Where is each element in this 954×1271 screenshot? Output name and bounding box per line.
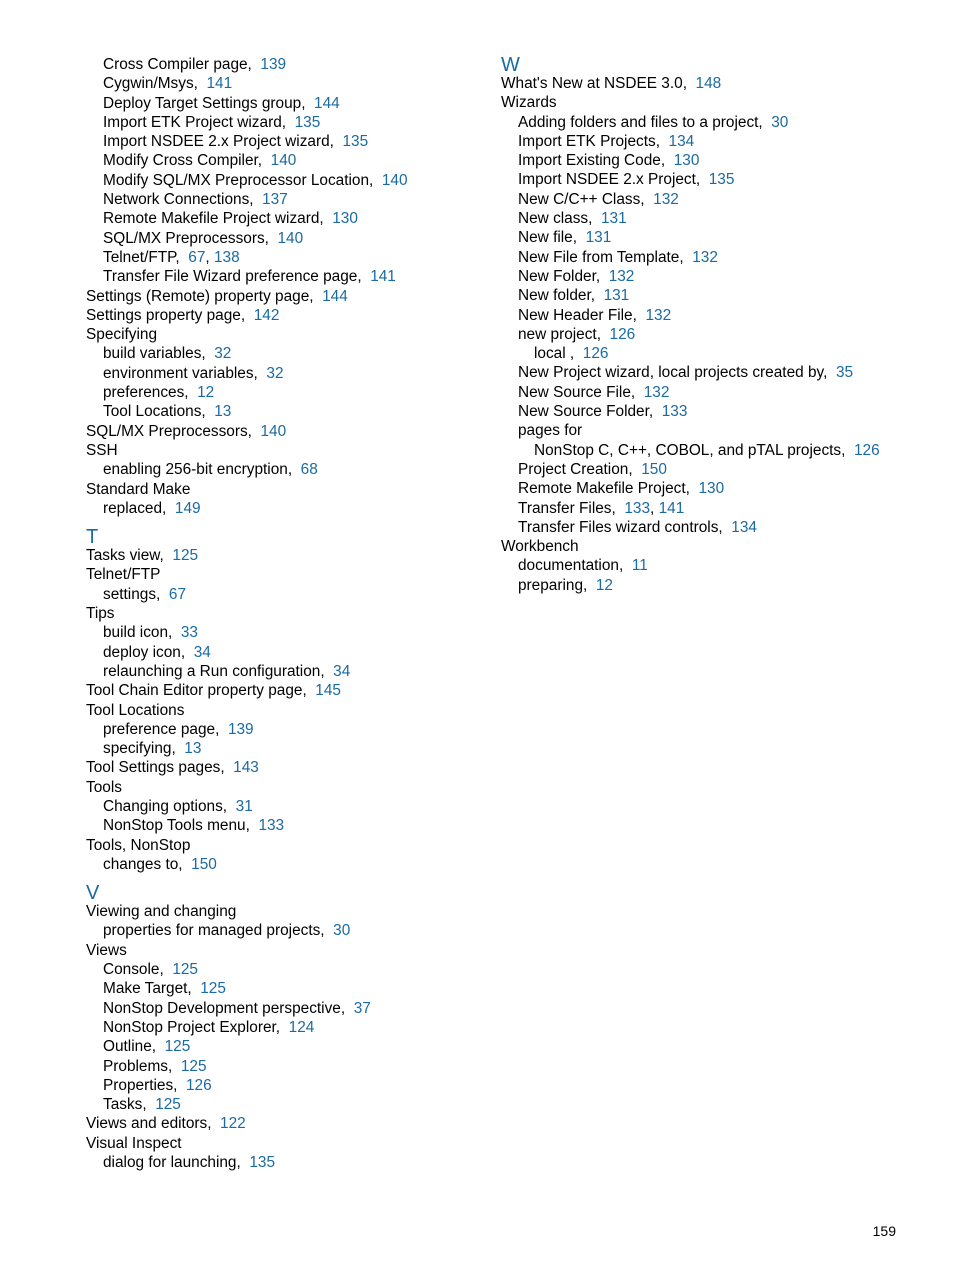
index-term: Tasks view, <box>86 547 164 565</box>
index-term: Tools <box>86 778 122 796</box>
page-link[interactable]: 126 <box>185 1076 212 1094</box>
index-term: Remote Makefile Project, <box>518 480 690 498</box>
index-subentry <box>501 441 941 460</box>
page-link[interactable]: 133 <box>258 817 285 835</box>
index-term: Import ETK Projects, <box>518 132 660 150</box>
index-subentry: Telnet/FTP, 67, 138 <box>103 248 240 266</box>
index-term: Network Connections, <box>103 191 254 209</box>
index-entry <box>86 422 486 441</box>
page-link[interactable]: 141 <box>658 499 685 517</box>
index-term: local , <box>534 345 575 363</box>
index-subentry <box>86 623 486 642</box>
page-link[interactable]: 30 <box>333 922 351 940</box>
page-link[interactable]: 132 <box>608 267 635 285</box>
index-subentry <box>86 229 486 248</box>
page-link[interactable]: 125 <box>164 1038 191 1056</box>
page-link[interactable]: 12 <box>197 384 215 402</box>
index-subentry <box>501 383 941 402</box>
index-term: New Folder, <box>518 267 601 285</box>
index-term: Views <box>86 941 127 959</box>
index-subentry <box>86 171 486 190</box>
index-subentry <box>86 113 486 132</box>
index-subentry <box>501 286 941 305</box>
page-link[interactable]: 124 <box>288 1018 315 1036</box>
index-term: SSH <box>86 441 118 459</box>
page-link[interactable]: 143 <box>233 759 259 777</box>
index-subentry <box>86 739 486 758</box>
index-entry <box>86 681 486 700</box>
index-subentry <box>86 1076 486 1095</box>
index-subentry <box>86 1037 486 1056</box>
page-link[interactable]: 125 <box>200 980 226 998</box>
index-subentry <box>501 518 941 537</box>
index-term: NonStop Project Explorer, <box>103 1018 281 1036</box>
index-term: enabling 256-bit encryption, <box>103 461 293 479</box>
index-subentry <box>501 576 941 595</box>
page-link[interactable]: 130 <box>673 152 700 170</box>
index-subentry <box>501 325 941 344</box>
index-term: New Source File, <box>518 383 636 401</box>
index-subentry <box>501 190 941 209</box>
index-term: Properties, <box>103 1076 178 1094</box>
index-entry <box>86 306 486 325</box>
page-link[interactable]: 133 <box>661 403 688 421</box>
page-link[interactable]: 32 <box>214 345 232 363</box>
index-term: Remote Makefile Project wizard, <box>103 210 324 228</box>
index-term: preferences, <box>103 384 189 402</box>
page-link[interactable]: 132 <box>643 383 670 401</box>
page-link[interactable]: 132 <box>653 190 679 208</box>
index-subentry <box>501 132 941 151</box>
page-link[interactable]: 126 <box>609 325 636 343</box>
index-term: Settings property page, <box>86 306 246 324</box>
index-subentry <box>86 855 486 874</box>
page-link[interactable]: 126 <box>853 441 880 459</box>
index-entry <box>86 758 486 777</box>
index-subentry: Transfer Files, 133, 141 <box>518 499 685 517</box>
index-term: Console, <box>103 961 164 979</box>
index-subentry <box>86 797 486 816</box>
index-term: build variables, <box>103 345 206 363</box>
index-subentry <box>86 979 486 998</box>
index-subentry <box>501 402 941 421</box>
index-subentry <box>86 267 486 286</box>
index-subentry <box>501 344 941 363</box>
index-term: Problems, <box>103 1057 173 1075</box>
index-subentry <box>86 921 486 940</box>
index-subentry <box>501 248 941 267</box>
index-subentry <box>86 55 486 74</box>
index-term: Tool Locations, <box>103 403 206 421</box>
index-term: Import Existing Code, <box>518 152 666 170</box>
index-term: dialog for launching, <box>103 1154 241 1172</box>
index-subentry <box>501 421 941 440</box>
index-term: preference page, <box>103 720 220 738</box>
index-letter-heading: V <box>86 882 100 905</box>
page-link[interactable]: 132 <box>692 248 718 266</box>
page-link[interactable]: 149 <box>174 499 201 517</box>
index-term: New folder, <box>518 287 595 305</box>
index-entry <box>86 287 486 306</box>
index-subentry <box>86 344 486 363</box>
page-link[interactable]: 11 <box>631 557 648 575</box>
index-term: Telnet/FTP, <box>103 248 180 266</box>
index-entry <box>86 1114 486 1133</box>
index-entry <box>86 1134 486 1153</box>
index-subentry <box>86 1018 486 1037</box>
page-link[interactable]: 13 <box>214 403 232 421</box>
index-term: New Source Folder, <box>518 403 654 421</box>
page-link[interactable]: 133 <box>624 499 651 517</box>
index-subentry <box>501 113 941 132</box>
index-subentry <box>86 499 486 518</box>
index-subentry <box>86 1153 486 1172</box>
page-link[interactable]: 130 <box>332 210 358 228</box>
index-term: Import NSDEE 2.x Project, <box>518 171 701 189</box>
page-link[interactable]: 31 <box>235 797 253 815</box>
page-link[interactable]: 150 <box>191 855 217 873</box>
index-subentry <box>86 132 486 151</box>
page-link[interactable]: 148 <box>695 75 722 92</box>
index-term: New Project wizard, local projects created by, <box>518 364 828 382</box>
index-term: Standard Make <box>86 480 191 498</box>
index-term: Modify Cross Compiler, <box>103 152 263 170</box>
index-subentry <box>501 228 941 247</box>
index-column-left <box>86 55 486 1172</box>
index-entry <box>86 778 486 797</box>
index-term: new project, <box>518 325 601 343</box>
page-link[interactable]: 122 <box>220 1115 246 1133</box>
page-link[interactable]: 134 <box>731 518 757 536</box>
page-link[interactable]: 137 <box>262 191 288 209</box>
index-letter-heading: W <box>501 54 520 76</box>
page-link[interactable]: 135 <box>294 113 321 131</box>
index-entry <box>86 701 486 720</box>
index-subentry <box>86 1095 486 1114</box>
page-link[interactable]: 145 <box>315 682 341 700</box>
index-subentry <box>86 74 486 93</box>
index-term: Workbench <box>501 538 579 556</box>
page-link[interactable]: 37 <box>353 999 371 1017</box>
index-entry <box>86 902 486 921</box>
index-term: deploy icon, <box>103 643 186 661</box>
page-link[interactable]: 35 <box>835 364 854 382</box>
index-term: documentation, <box>518 557 624 575</box>
page-link[interactable]: 33 <box>180 624 198 642</box>
page-link[interactable]: 130 <box>698 480 725 498</box>
index-entry <box>86 441 486 460</box>
index-entry <box>86 604 486 623</box>
index-entry <box>86 565 486 584</box>
index-term: New Header File, <box>518 306 637 324</box>
page-link[interactable]: 141 <box>206 75 233 93</box>
index-entry <box>86 546 486 565</box>
page-link[interactable]: 30 <box>771 113 789 131</box>
index-subentry <box>86 816 486 835</box>
page-link[interactable]: 125 <box>155 1096 181 1114</box>
index-subentry <box>501 460 941 479</box>
page-link[interactable]: 140 <box>270 152 297 170</box>
index-term: properties for managed projects, <box>103 922 325 940</box>
index-term: Telnet/FTP <box>86 566 161 584</box>
index-subentry <box>86 190 486 209</box>
index-term: Tools, NonStop <box>86 836 191 854</box>
index-subentry <box>86 383 486 402</box>
page-link[interactable]: 135 <box>342 133 369 151</box>
page-link[interactable]: 134 <box>668 132 695 150</box>
index-term: Tasks, <box>103 1096 147 1114</box>
page-number: 159 <box>872 1223 896 1239</box>
page-link[interactable]: 141 <box>370 268 396 286</box>
index-subentry <box>86 720 486 739</box>
index-term: Outline, <box>103 1038 157 1056</box>
index-term: Deploy Target Settings group, <box>103 94 306 112</box>
index-term: build icon, <box>103 624 173 642</box>
index-subentry <box>86 209 486 228</box>
index-subentry <box>501 556 941 575</box>
index-subentry <box>86 662 486 681</box>
index-subentry <box>86 460 486 479</box>
page-link[interactable]: 13 <box>184 740 202 758</box>
index-subentry <box>86 643 486 662</box>
index-term: New class, <box>518 210 593 228</box>
page-link[interactable]: 140 <box>277 229 304 247</box>
page-link[interactable]: 32 <box>266 364 284 382</box>
page-link[interactable]: 150 <box>641 460 667 478</box>
page-link[interactable]: 12 <box>595 576 613 594</box>
index-term: New C/C++ Class, <box>518 190 645 208</box>
index-term: Project Creation, <box>518 460 633 478</box>
page-link[interactable]: 67 <box>168 585 187 603</box>
index-letter-heading: T <box>86 526 99 549</box>
index-term: Wizards <box>501 94 557 112</box>
index-term: Changing options, <box>103 797 228 815</box>
index-term: Cross Compiler page, <box>103 56 252 73</box>
index-entry <box>501 93 941 112</box>
index-term: relaunching a Run configuration, <box>103 662 325 680</box>
index-entry <box>501 74 941 93</box>
index-term: Make Target, <box>103 980 192 998</box>
index-subentry <box>501 306 941 325</box>
index-subentry <box>86 960 486 979</box>
page-link[interactable]: 140 <box>260 422 287 440</box>
page-link[interactable]: 132 <box>645 306 672 324</box>
page-link[interactable]: 68 <box>300 461 318 479</box>
page-link[interactable]: 140 <box>381 171 408 189</box>
index-subentry <box>86 1057 486 1076</box>
index-subentry <box>501 209 941 228</box>
index-term: Settings (Remote) property page, <box>86 287 314 305</box>
index-term: settings, <box>103 585 161 603</box>
index-subentry <box>86 94 486 113</box>
index-term: Views and editors, <box>86 1115 212 1133</box>
index-term: Transfer Files wizard controls, <box>518 518 723 536</box>
page-link[interactable]: 139 <box>227 720 254 738</box>
index-term: Import ETK Project wizard, <box>103 113 287 131</box>
index-entry <box>86 480 486 499</box>
page-link[interactable]: 135 <box>249 1154 276 1172</box>
index-term: Tool Locations <box>86 701 185 719</box>
index-subentry <box>501 170 941 189</box>
index-term: New file, <box>518 229 578 247</box>
page-link[interactable]: 131 <box>585 229 612 247</box>
page-link[interactable]: 139 <box>260 56 287 73</box>
index-subentry <box>501 267 941 286</box>
index-subentry <box>86 585 486 604</box>
index-term: Visual Inspect <box>86 1134 182 1152</box>
index-term: Specifying <box>86 326 158 344</box>
index-term: Viewing and changing <box>86 903 237 921</box>
page-link[interactable]: 144 <box>322 287 348 305</box>
index-entry <box>86 325 486 344</box>
index-entry <box>501 537 941 556</box>
index-term: Modify SQL/MX Preprocessor Location, <box>103 171 374 189</box>
index-subentry <box>86 999 486 1018</box>
page-link[interactable]: 144 <box>314 94 340 112</box>
index-subentry <box>501 363 941 382</box>
index-term: Import NSDEE 2.x Project wizard, <box>103 133 334 151</box>
index-term: changes to, <box>103 855 183 873</box>
index-term: preparing, <box>518 576 588 594</box>
index-term: replaced, <box>103 499 167 517</box>
page-link[interactable]: 34 <box>193 643 211 661</box>
index-term: NonStop C, C++, COBOL, and pTAL projects, <box>534 441 846 459</box>
page-link[interactable]: 142 <box>253 306 280 324</box>
index-subentry <box>86 364 486 383</box>
index-term: Tool Chain Editor property page, <box>86 682 307 700</box>
index-column-right <box>501 55 941 595</box>
page-link[interactable]: 131 <box>600 210 627 228</box>
index-subentry <box>86 151 486 170</box>
index-term: What's New at NSDEE 3.0, <box>501 75 687 92</box>
index-term: environment variables, <box>103 364 258 382</box>
page-link[interactable]: 138 <box>213 248 240 266</box>
index-entry <box>86 836 486 855</box>
index-term: specifying, <box>103 740 176 758</box>
index-term: pages for <box>518 422 583 440</box>
index-term: Adding folders and files to a project, <box>518 113 763 131</box>
page-link[interactable]: 34 <box>333 662 351 680</box>
index-term: NonStop Tools menu, <box>103 817 250 835</box>
index-term: Transfer Files, <box>518 499 616 517</box>
index-subentry <box>501 151 941 170</box>
page-link[interactable]: 125 <box>172 547 199 565</box>
index-term: SQL/MX Preprocessors, <box>103 229 269 247</box>
index-subentry <box>501 479 941 498</box>
index-entry <box>86 941 486 960</box>
index-term: New File from Template, <box>518 248 684 266</box>
index-term: Tips <box>86 605 115 623</box>
page-link[interactable]: 125 <box>180 1057 207 1075</box>
index-term: Tool Settings pages, <box>86 759 225 777</box>
index-term: Transfer File Wizard preference page, <box>103 268 362 286</box>
page-link[interactable]: 125 <box>172 961 198 979</box>
page-link[interactable]: 131 <box>603 287 630 305</box>
index-term: SQL/MX Preprocessors, <box>86 422 252 440</box>
index-term: Cygwin/Msys, <box>103 75 198 93</box>
page-link[interactable]: 126 <box>582 345 609 363</box>
index-term: NonStop Development perspective, <box>103 999 346 1017</box>
page-link[interactable]: 135 <box>708 171 735 189</box>
page-link[interactable]: 67 <box>188 248 206 266</box>
index-subentry <box>86 402 486 421</box>
